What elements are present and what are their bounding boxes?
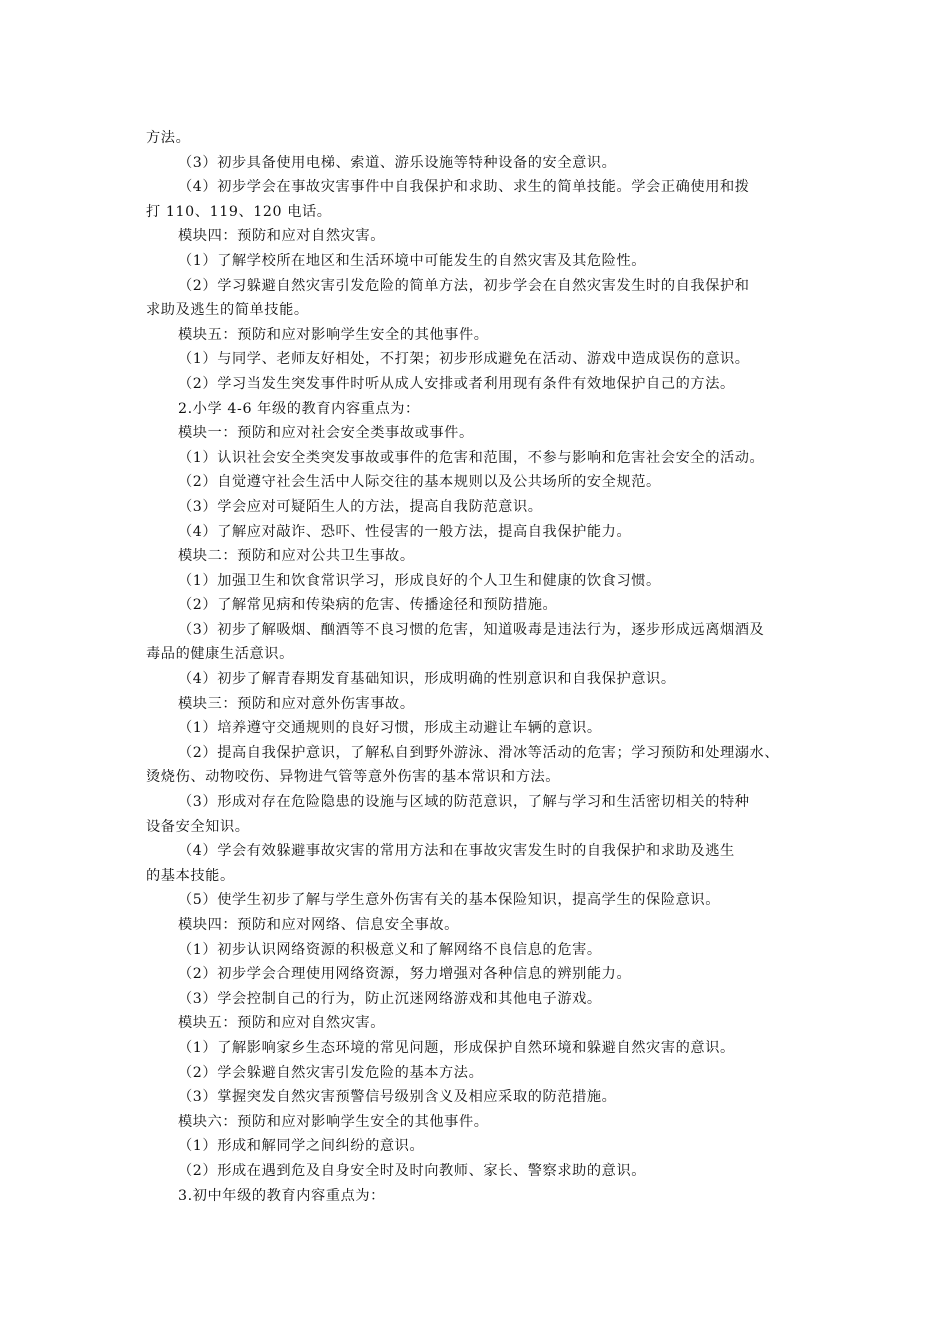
text-line: 模块五：预防和应对自然灾害。 [178,1015,386,1032]
text-line: （1）与同学、老师友好相处，不打架；初步形成避免在活动、游戏中造成误伤的意识。 [178,351,750,368]
text-line: （3）初步具备使用电梯、索道、游乐设施等特种设备的安全意识。 [178,154,617,171]
text-line: （3）形成对存在危险隐患的设施与区域的防范意识，了解与学习和生活密切相关的特种 [178,794,750,811]
text-line: 的基本技能。 [146,867,235,884]
text-line: （3）掌握突发自然灾害预警信号级别含义及相应采取的防范措施。 [178,1089,617,1106]
text-line: 3.初中年级的教育内容重点为： [178,1187,385,1204]
text-line: 模块二：预防和应对公共卫生事故。 [178,548,415,565]
text-line: （4）了解应对敲诈、恐吓、性侵害的一般方法，提高自我保护能力。 [178,523,632,540]
text-line: 方法。 [146,130,191,146]
text-line: （3）学会控制自己的行为，防止沉迷网络游戏和其他电子游戏。 [178,990,602,1007]
text-line: 模块四：预防和应对网络、信息安全事故。 [178,917,459,933]
text-line: 打 110、119、120 电话。 [146,203,332,220]
text-line: 模块三：预防和应对意外伤害事故。 [178,695,415,712]
text-line: （1）认识社会安全类突发事故或事件的危害和范围，不参与影响和危害社会安全的活动。 [178,449,765,466]
text-line: （4）初步学会在事故灾害事件中自我保护和求助、求生的简单技能。学会正确使用和拨 [178,179,750,196]
text-line: （3）学会应对可疑陌生人的方法，提高自我防范意识。 [178,498,543,515]
text-line: （1）形成和解同学之间纠纷的意识。 [178,1138,425,1155]
text-line: （2）学习躲避自然灾害引发危险的简单方法，初步学会在自然灾害发生时的自我保护和 [178,277,750,294]
text-line: （1）了解影响家乡生态环境的常见问题，形成保护自然环境和躲避自然灾害的意识。 [178,1039,735,1056]
text-line: （2）提高自我保护意识，了解私自到野外游泳、滑冰等活动的危害；学习预防和处理溺水、 [178,744,780,761]
text-line: （5）使学生初步了解与学生意外伤害有关的基本保险知识，提高学生的保险意识。 [178,892,720,909]
text-line: 烫烧伤、动物咬伤、异物进气管等意外伤害的基本常识和方法。 [146,769,561,786]
document-body [146,126,826,1208]
text-line: （4）初步了解青春期发育基础知识，形成明确的性别意识和自我保护意识。 [178,671,676,688]
text-line: （2）学习当发生突发事件时听从成人安排或者利用现有条件有效地保护自己的方法。 [178,375,735,392]
text-line: （4）学会有效躲避事故灾害的常用方法和在事故灾害发生时的自我保护和求助及逃生 [178,843,735,860]
text-line: 毒品的健康生活意识。 [146,646,294,663]
text-line: （1）加强卫生和饮食常识学习，形成良好的个人卫生和健康的饮食习惯。 [178,572,661,589]
text-line: （1）初步认识网络资源的积极意义和了解网络不良信息的危害。 [178,941,602,958]
text-line: （2）形成在遇到危及自身安全时及时向教师、家长、警察求助的意识。 [178,1162,647,1179]
text-line: （2）自觉遵守社会生活中人际交往的基本规则以及公共场所的安全规范。 [178,474,661,491]
text-line: 模块四：预防和应对自然灾害。 [178,228,386,245]
text-line: （1）培养遵守交通规则的良好习惯，形成主动避让车辆的意识。 [178,720,602,737]
text-line: 模块六：预防和应对影响学生安全的其他事件。 [178,1113,489,1130]
text-line: 模块一：预防和应对社会安全类事故或事件。 [178,425,474,442]
text-line: 2.小学 4-6 年级的教育内容重点为： [178,400,420,417]
text-line: 求助及逃生的简单技能。 [146,302,309,319]
text-line: 模块五：预防和应对影响学生安全的其他事件。 [178,326,489,343]
text-line: （2）学会躲避自然灾害引发危险的基本方法。 [178,1064,484,1081]
text-line: （3）初步了解吸烟、酗酒等不良习惯的危害，知道吸毒是违法行为，逐步形成远离烟酒及 [178,621,765,638]
text-line: 设备安全知识。 [146,818,250,835]
text-line: （2）初步学会合理使用网络资源，努力增强对各种信息的辨别能力。 [178,966,632,983]
text-line: （1）了解学校所在地区和生活环境中可能发生的自然灾害及其危险性。 [178,252,647,269]
text-line: （2）了解常见病和传染病的危害、传播途径和预防措施。 [178,597,558,614]
